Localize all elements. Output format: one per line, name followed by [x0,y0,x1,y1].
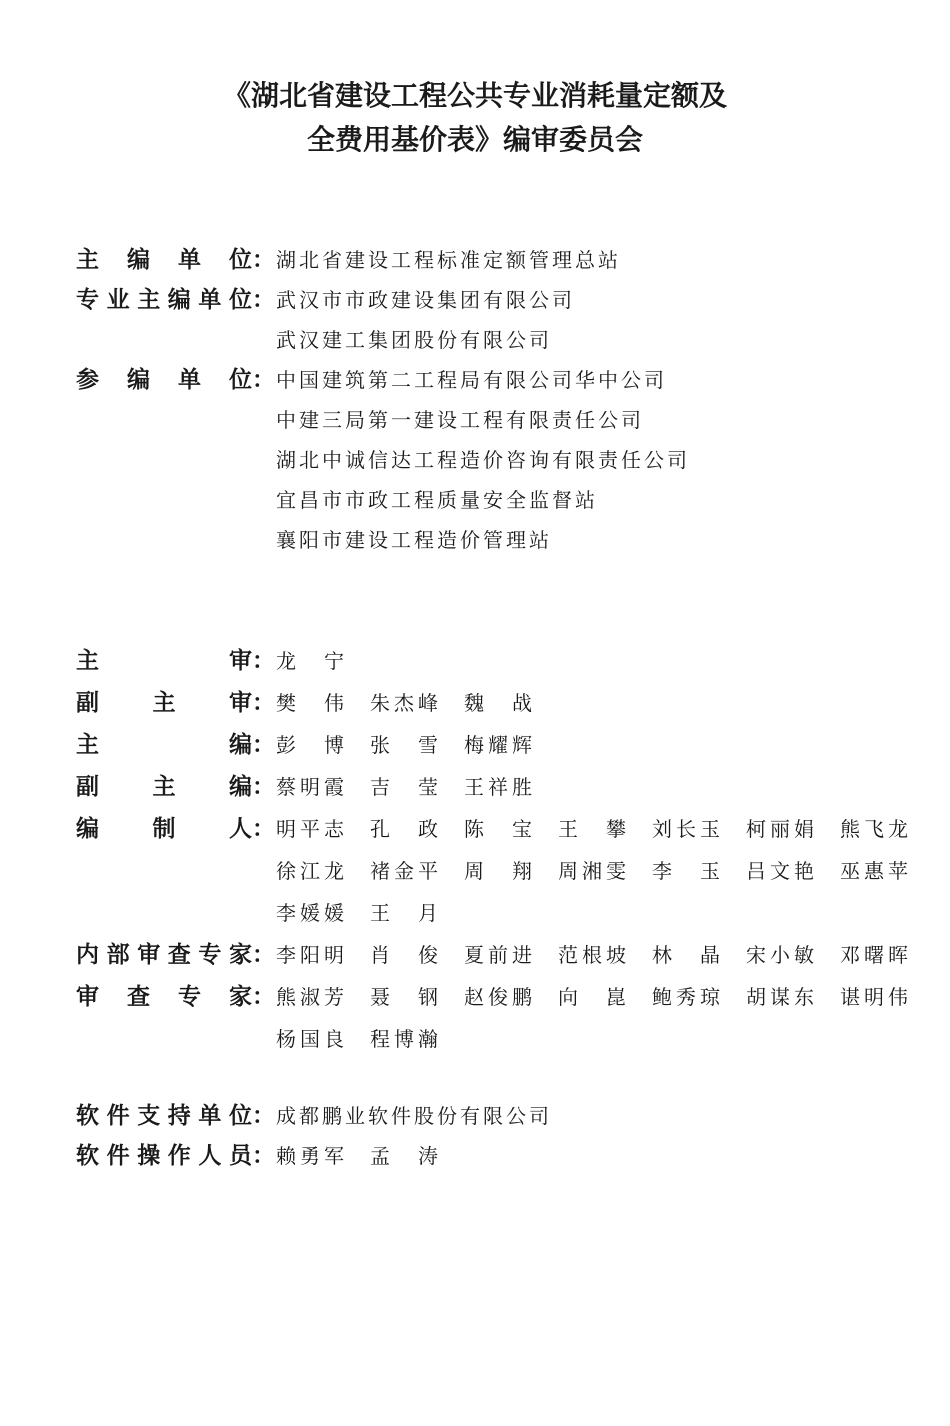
names-line [276,642,926,684]
committee-row [76,1097,926,1137]
row-values [276,936,934,978]
label-colon: ： [252,732,275,758]
person-name: 巫 惠 苹 [840,859,908,883]
label-char: 位 [228,1103,252,1129]
label-char: 位 [229,247,252,273]
label-char: 查 [167,942,191,968]
unit-name: 襄阳市建设工程造价管理站 [276,528,552,552]
unit-name: 中建三局第一建设工程有限责任公司 [276,408,644,432]
unit-name: 武汉建工集团股份有限公司 [276,328,552,352]
label-char: 家 [228,942,252,968]
label-char: 位 [229,367,252,393]
unit-name: 湖北中诚信达工程造价咨询有限责任公司 [276,448,690,472]
committee-row [76,684,926,726]
label-char: 操 [137,1143,161,1169]
person-name: 赖 勇 军 [276,1144,344,1168]
label-char: 主 [152,690,176,716]
person-name: 褚 金 平 [370,859,438,883]
row-values [276,241,926,281]
person-name: 孟 涛 [370,1144,438,1168]
person-name: 李 阳 明 [276,943,344,967]
label-char: 专 [198,942,222,968]
label-colon: ： [252,648,275,674]
label-char: 专 [178,984,201,1010]
label-char: 编 [76,816,99,842]
label-char: 软 [76,1103,99,1129]
label-char: 主 [76,732,99,758]
label-colon: ： [252,690,275,716]
label-colon: ： [252,287,275,313]
committee-row [76,361,926,561]
person-name: 熊 飞 龙 [840,817,908,841]
names-line [276,1137,926,1179]
person-name: 程 博 瀚 [370,1027,438,1051]
label-char: 支 [137,1103,161,1129]
person-name: 蔡 明 霞 [276,775,344,799]
label-char: 人 [198,1143,222,1169]
committee-row [76,642,926,684]
label-char: 编 [127,367,150,393]
unit-name: 成都鹏业软件股份有限公司 [276,1104,552,1128]
label-colon: ： [252,367,275,393]
names-line [276,852,934,894]
label-char: 查 [127,984,150,1010]
person-name: 王 月 [370,901,438,925]
label-char: 参 [76,367,99,393]
person-name: 肖 俊 [370,943,438,967]
names-line [276,894,934,936]
person-name: 王 攀 [558,817,626,841]
field-label [76,684,252,722]
unit-name: 湖北省建设工程标准定额管理总站 [276,248,621,272]
label-char: 单 [198,1103,222,1129]
names-line [276,684,926,726]
person-name: 邓 曙 晖 [840,943,908,967]
row-values [276,1097,926,1137]
label-char: 内 [76,942,99,968]
units-section [76,241,926,561]
person-name: 龙 宁 [276,649,344,673]
committee-row [76,1137,926,1179]
row-values [276,1137,926,1179]
person-name: 周 翔 [464,859,532,883]
label-char: 专 [76,287,99,313]
label-char: 审 [229,690,252,716]
committee-row [76,241,926,281]
label-char: 编 [229,732,252,758]
label-char: 作 [167,1143,191,1169]
row-values [276,281,926,361]
label-char: 持 [167,1103,191,1129]
label-char: 主 [137,287,161,313]
page-title [0,74,950,162]
field-label [76,642,252,680]
label-char: 单 [198,287,222,313]
label-char: 部 [106,942,130,968]
field-label [76,1137,252,1175]
person-name: 陈 宝 [464,817,532,841]
person-name: 孔 政 [370,817,438,841]
label-char: 审 [229,648,252,674]
person-name: 樊 伟 [276,691,344,715]
label-char: 单 [178,247,201,273]
label-char: 单 [178,367,201,393]
label-char: 主 [76,247,99,273]
label-colon: ： [252,984,275,1010]
names-line [276,726,926,768]
label-char: 员 [228,1143,252,1169]
title-line-1: 《湖北省建设工程公共专业消耗量定额及 [222,79,727,112]
label-char: 编 [167,287,191,313]
person-name: 明 平 志 [276,817,344,841]
person-name: 柯 丽 娟 [746,817,814,841]
label-char: 业 [106,287,130,313]
committee-row [76,978,926,1062]
row-values [276,978,934,1062]
label-char: 编 [229,774,252,800]
person-name: 夏 前 进 [464,943,532,967]
field-label [76,281,252,319]
field-label [76,768,252,806]
person-name: 周 湘 雯 [558,859,626,883]
committee-row [76,281,926,361]
label-char: 件 [106,1143,130,1169]
unit-name: 宜昌市市政工程质量安全监督站 [276,488,598,512]
person-name: 熊 淑 芳 [276,985,344,1009]
unit-name: 中国建筑第二工程局有限公司华中公司 [276,368,667,392]
person-name: 李 玉 [652,859,720,883]
committee-row [76,936,926,978]
person-name: 吉 莹 [370,775,438,799]
person-name: 向 崑 [558,985,626,1009]
software-section [76,1097,926,1179]
label-colon: ： [252,774,275,800]
label-colon: ： [252,1103,275,1129]
label-char: 位 [228,287,252,313]
person-name: 王 祥 胜 [464,775,532,799]
person-name: 赵 俊 鹏 [464,985,532,1009]
person-name: 彭 博 [276,733,344,757]
label-char: 家 [229,984,252,1010]
label-char: 编 [127,247,150,273]
names-line [276,810,934,852]
person-name: 吕 文 艳 [746,859,814,883]
person-name: 胡 谋 东 [746,985,814,1009]
field-label [76,726,252,764]
person-name: 徐 江 龙 [276,859,344,883]
person-name: 朱 杰 峰 [370,691,438,715]
label-char: 副 [76,690,99,716]
person-name: 杨 国 良 [276,1027,344,1051]
label-char: 软 [76,1143,99,1169]
label-colon: ： [252,942,275,968]
title-line-2: 全费用基价表》编审委员会 [306,123,643,156]
row-values [276,810,934,936]
label-char: 主 [76,648,99,674]
person-name: 魏 战 [464,691,532,715]
committee-row [76,726,926,768]
person-name: 李 媛 媛 [276,901,344,925]
row-values [276,726,926,768]
label-colon: ： [252,816,275,842]
row-values [276,768,926,810]
label-char: 件 [106,1103,130,1129]
unit-name: 武汉市市政建设集团有限公司 [276,288,575,312]
person-name: 范 根 坡 [558,943,626,967]
person-name: 聂 钢 [370,985,438,1009]
label-colon: ： [252,1143,275,1169]
person-name: 谌 明 伟 [840,985,908,1009]
label-char: 主 [152,774,176,800]
label-char: 人 [229,816,252,842]
committee-row [76,768,926,810]
names-line [276,978,934,1020]
person-name: 张 雪 [370,733,438,757]
row-values [276,684,926,726]
field-label [76,936,252,974]
label-char: 审 [137,942,161,968]
names-line [276,1020,934,1062]
person-name: 林 晶 [652,943,720,967]
person-name: 宋 小 敏 [746,943,814,967]
label-colon: ： [252,247,275,273]
names-line [276,936,934,978]
label-char: 审 [76,984,99,1010]
person-name: 梅 耀 辉 [464,733,532,757]
label-char: 副 [76,774,99,800]
committee-row [76,810,926,936]
person-name: 刘 长 玉 [652,817,720,841]
people-section [76,642,926,1062]
names-line [276,768,926,810]
row-values [276,361,926,561]
field-label [76,241,252,279]
field-label [76,361,252,399]
field-label [76,1097,252,1135]
field-label [76,978,252,1016]
field-label [76,810,252,848]
label-char: 制 [152,816,176,842]
person-name: 鲍 秀 琼 [652,985,720,1009]
row-values [276,642,926,684]
